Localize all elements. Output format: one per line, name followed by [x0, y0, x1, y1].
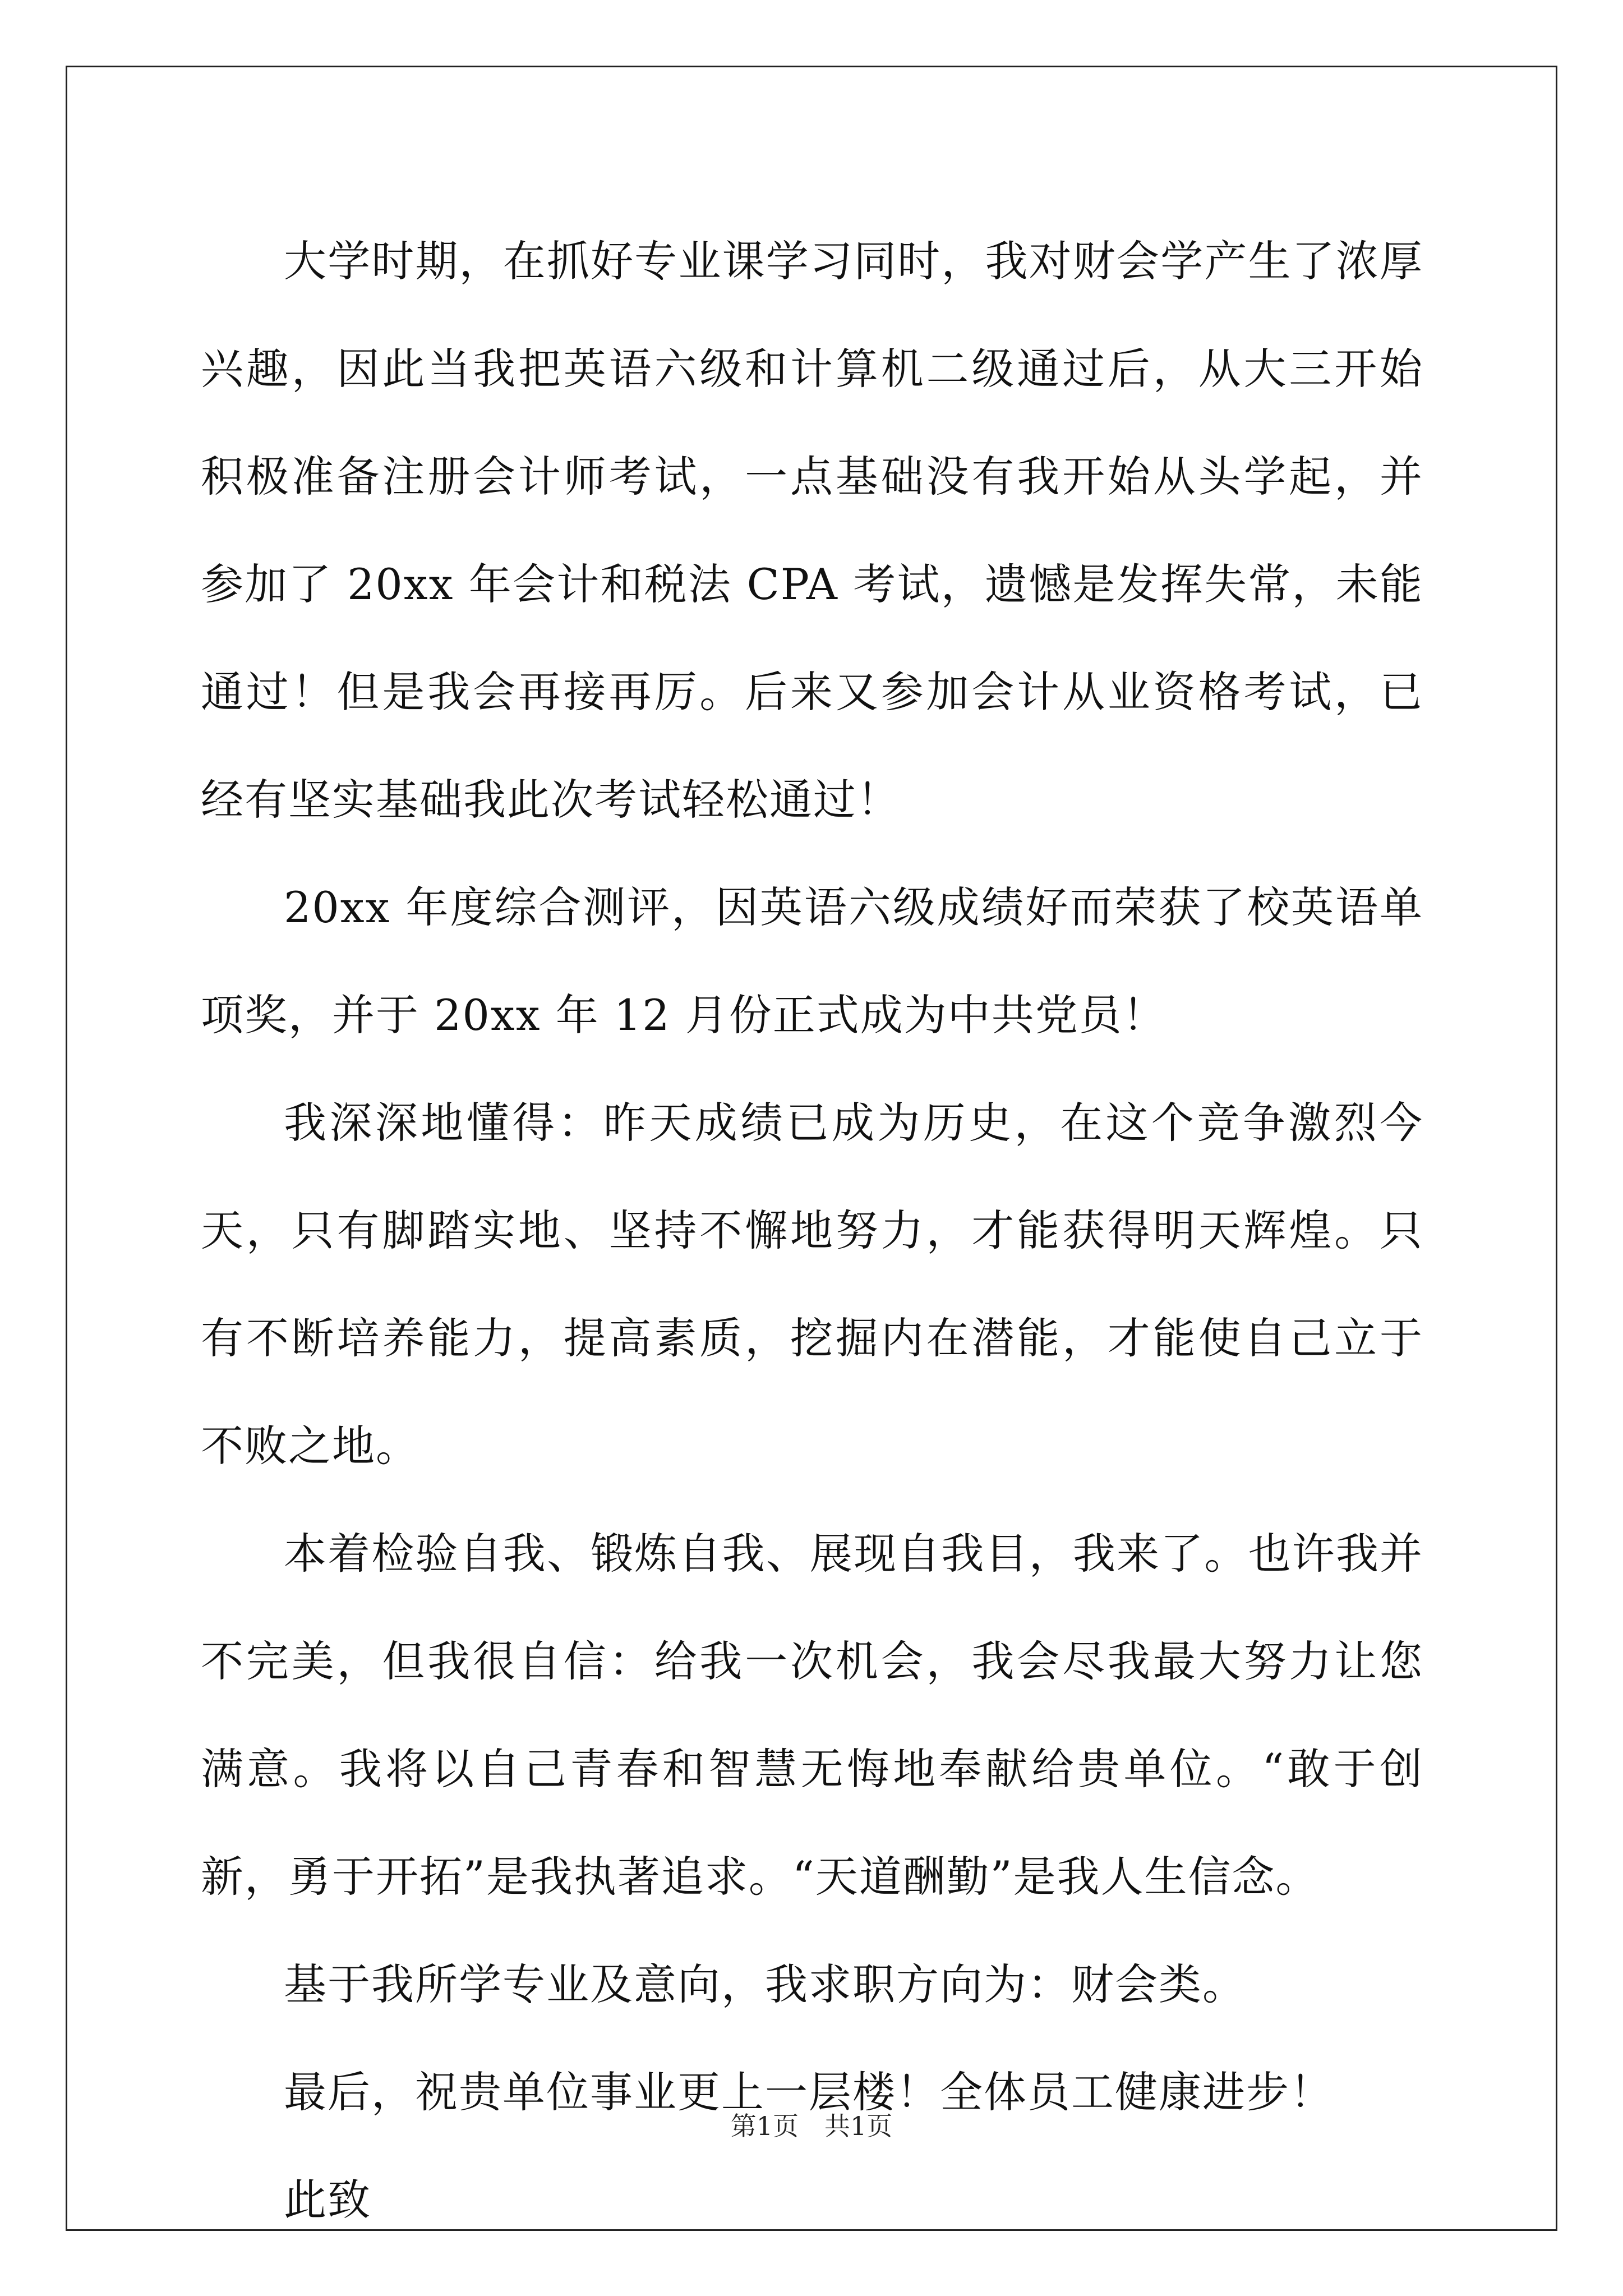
- paragraph-motivation: 我深深地懂得：昨天成绩已成为历史，在这个竞争激烈今天，只有脚踏实地、坚持不懈地努力，才能获得明天辉煌。只有不断培养能力，提高素质，挖掘内在潜能，才能使自己立于不败之地。: [201, 1098, 1423, 1471]
- page-number: 第1页 共1页: [730, 2111, 893, 2141]
- paragraph-job-intention: 基于我所学专业及意向，我求职方向为：财会类。: [284, 1959, 1246, 2009]
- paragraph-closing-wishes: 最后，祝贵单位事业更上一层楼！全体员工健康进步！: [284, 2067, 1334, 2117]
- paragraph-self-introduction: 本着检验自我、锻炼自我、展现自我目，我来了。也许我并不完美，但我很自信：给我一次机会，我会尽我最大努力让您满意。我将以自己青春和智慧无悔地奉献给贵单位。“敢于创新，勇于开拓”是我执著追求。“天道酬勤”是我人生信念。: [201, 1529, 1423, 1902]
- paragraph-award: 20xx 年度综合测评，因英语六级成绩好而荣获了校英语单项奖，并于 20xx 年 12 月份正式成为中共党员！: [201, 882, 1423, 1040]
- paragraph-salutation: 此致: [284, 2175, 371, 2225]
- paragraph-study-experience: 大学时期，在抓好专业课学习同时，我对财会学产生了浓厚兴趣，因此当我把英语六级和计算机二级通过后，从大三开始积极准备注册会计师考试，一点基础没有我开始从头学起，并参加了 20xx 年会计和税法 CPA 考试，遗憾是发挥失常，未能通过！但是我会再接再厉。后来又参加会计从业资格考试，已经有坚实基础我此次考试轻松通过！: [201, 236, 1423, 825]
- document-body: [201, 208, 1423, 2254]
